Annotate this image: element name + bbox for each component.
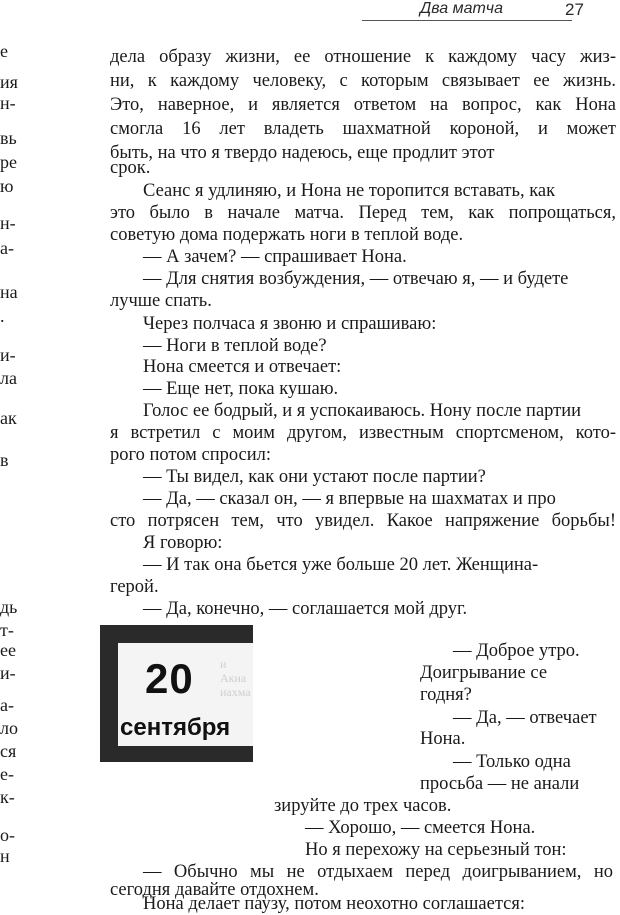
text-line: Это, наверное, и является ответом на вопрос, как Нона (110, 95, 616, 115)
header-rule (362, 20, 572, 21)
text-line: сто потрясен тем, что увидел. Какое напряжение борьбы! (110, 511, 616, 531)
margin-fragment: н- (0, 93, 16, 113)
margin-fragment: и- (0, 345, 16, 365)
text-line: Голос ее бодрый, и я успокаиваюсь. Нону после партии (143, 401, 582, 421)
margin-fragment: дь (0, 597, 18, 617)
text-line: — Хорошо, — смеется Нона. (305, 818, 536, 838)
text-line: — Доброе утро. (453, 641, 580, 661)
text-line: герой. (110, 577, 159, 597)
margin-fragment: о- (0, 825, 15, 845)
text-line: — Да, — отвечает (453, 708, 597, 728)
margin-fragment: к- (0, 787, 15, 807)
text-line: Доигрывание се (420, 663, 548, 683)
text-line: — Да, конечно, — соглашается мой друг. (143, 599, 468, 619)
margin-fragment: ло (0, 718, 18, 738)
text-line: срок. (110, 158, 151, 178)
page-number: 27 (565, 0, 584, 19)
text-line: Через полчаса я звоню и спрашиваю: (143, 314, 437, 334)
text-line: лучше спать. (110, 291, 212, 311)
margin-fragment: а- (0, 238, 14, 258)
text-line: сегодня давайте отдохнем. (110, 880, 319, 900)
bleed-through-text: и Акиа иахма (220, 657, 251, 699)
text-line: рого потом спросил: (110, 445, 272, 465)
text-line: — А зачем? — спрашивает Нона. (143, 247, 407, 267)
text-line: зируйте до трех часов. (274, 796, 452, 816)
margin-fragment: а- (0, 695, 14, 715)
text-line: — И так она бьется уже больше 20 лет. Женщина- (143, 555, 539, 575)
margin-fragment: е (0, 41, 8, 61)
text-line: ни, к каждому человеку, с которым связывает ее жизнь. (110, 71, 616, 91)
text-line: Сеанс я удлиняю, и Нона не торопится вставать, как (143, 181, 556, 201)
margin-fragment: ее (0, 640, 16, 660)
margin-fragment: ся (0, 741, 17, 761)
text-line: быть, на что я твердо надеюсь, еще продлит этот (110, 143, 495, 163)
text-line: Нона. (420, 729, 466, 749)
date-day: 20 (145, 655, 194, 702)
facing-page-fragments (0, 0, 18, 913)
margin-fragment: н (0, 846, 10, 866)
text-line: — Ты видел, как они устают после партии? (143, 467, 486, 487)
margin-fragment: ре (0, 152, 17, 172)
margin-fragment: ю (0, 176, 14, 196)
text-line: Нона делает паузу, потом неохотно соглашается: (143, 894, 526, 914)
text-line: — Еще нет, пока кушаю. (143, 379, 339, 399)
margin-fragment: ла (0, 368, 17, 388)
text-line: — Обычно мы не отдыхаем перед доигрыванием, но (143, 862, 613, 882)
text-line: это было в начале матча. Перед тем, как попрощаться, (110, 203, 616, 223)
text-line: советую дома подержать ноги в теплой воде. (110, 225, 464, 245)
text-line: просьба — не анали (420, 774, 580, 794)
margin-fragment: ак (0, 408, 17, 428)
margin-fragment: в (0, 450, 9, 470)
text-line: смогла 16 лет владеть шахматной короной, и может (110, 119, 616, 139)
text-line: — Для снятия возбуждения, — отвечаю я, — и будете (143, 269, 569, 289)
text-line: Но я перехожу на серьезный тон: (305, 840, 567, 860)
margin-fragment: . (0, 306, 5, 326)
margin-fragment: е- (0, 764, 14, 784)
margin-fragment: ия (0, 72, 18, 92)
margin-fragment: вь (0, 128, 17, 148)
margin-fragment: н- (0, 213, 16, 233)
text-line: — Ноги в теплой воде? (143, 336, 327, 356)
text-line: Нона смеется и отвечает: (143, 357, 342, 377)
text-line: дела образу жизни, ее отношение к каждому часу жиз- (110, 47, 616, 67)
text-line: — Только одна (453, 752, 571, 772)
margin-fragment: на (0, 282, 18, 302)
text-line: я встретил с моим другом, известным спортсменом, кото- (110, 423, 616, 443)
text-line: — Да, — сказал он, — я впервые на шахматах и про (143, 489, 556, 509)
text-line: Я говорю: (143, 533, 223, 553)
date-stamp (100, 625, 253, 762)
date-month: сентября (120, 714, 231, 741)
running-head: Два матча (420, 0, 503, 17)
margin-fragment: и- (0, 663, 16, 683)
margin-fragment: т- (0, 620, 14, 640)
text-line: годня? (420, 685, 472, 705)
